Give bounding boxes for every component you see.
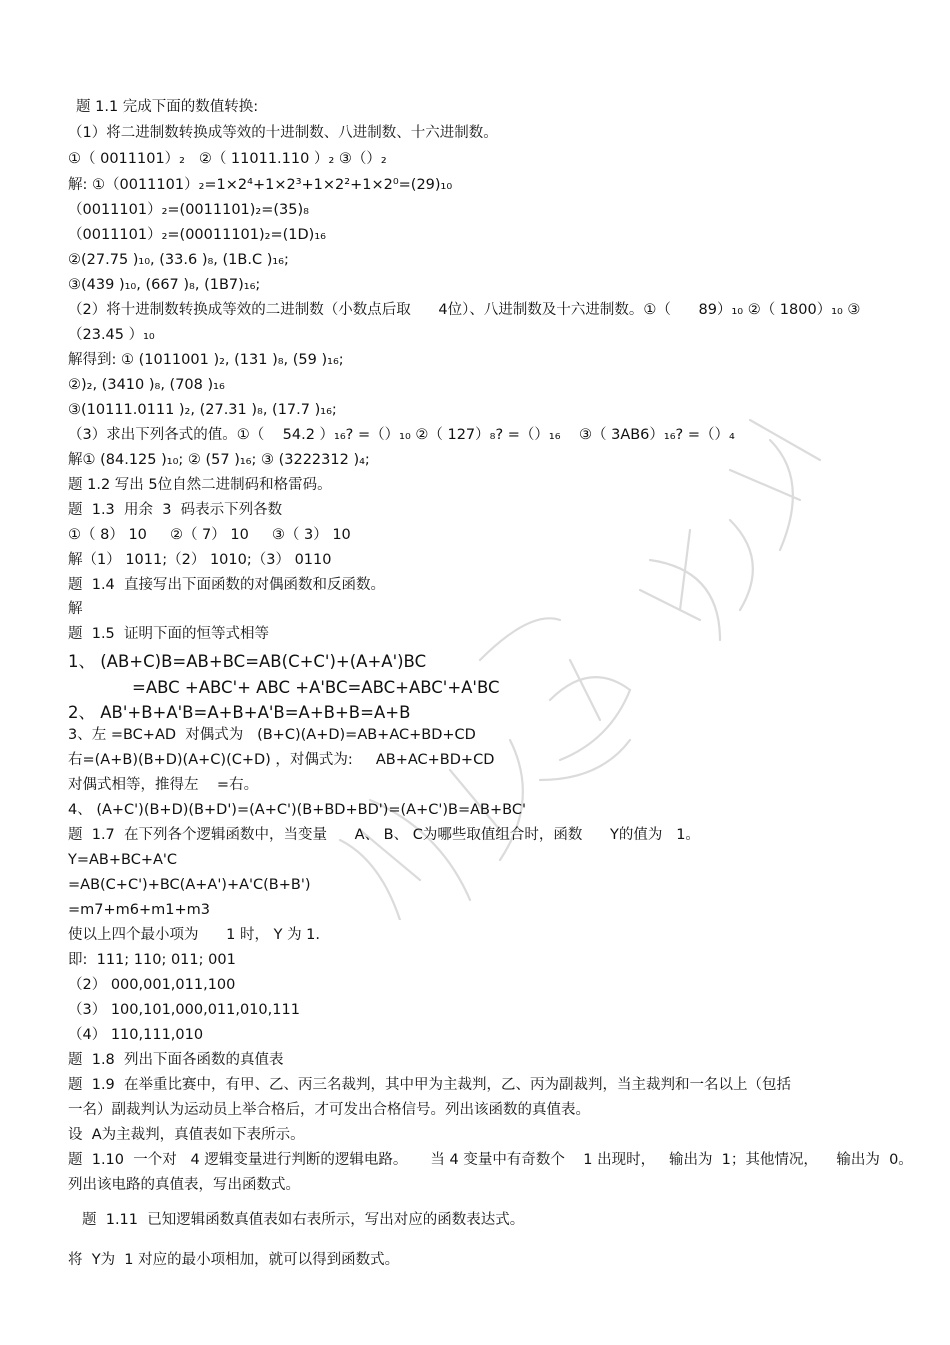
- text-line-35: 即: 111; 110; 011; 001: [68, 952, 236, 968]
- text-line-40: 题 1.9 在举重比赛中，有甲、乙、丙三名裁判，其中甲为主裁判，乙、丙为副裁判，当主裁判和一名以上（包括: [68, 1077, 791, 1093]
- text-line-23: 1、 (AB+C)B=AB+BC=AB(C+C')+(A+A')BC: [68, 652, 427, 671]
- text-line-18: ①（ 8） 10 ②（ 7） 10 ③（ 3） 10: [68, 527, 351, 543]
- text-line-12: ②)₂, (3410 )₈, (708 )₁₆: [68, 377, 225, 393]
- text-line-41: 一名）副裁判认为运动员上举合格后，才可发出合格信号。列出该函数的真值表。: [68, 1102, 590, 1118]
- text-line-29: 4、 (A+C')(B+D)(B+D')=(A+C')(B+BD+BD')=(A+C')B=AB+BC': [68, 802, 526, 818]
- text-line-9: （2）将十进制数转换成等效的二进制数（小数点后取 4位）、八进制数及十六进制数。①（ 89）₁₀ ②（ 1800）₁₀ ③: [68, 302, 861, 318]
- text-line-20: 题 1.4 直接写出下面函数的对偶函数和反函数。: [68, 577, 385, 593]
- text-line-19: 解（1） 1011;（2） 1010;（3） 0110: [68, 552, 332, 568]
- text-line-6: （0011101）₂=(00011101)₂=(1D)₁₆: [68, 227, 326, 243]
- text-line-34: 使以上四个最小项为 1 时， Y 为 1.: [68, 927, 321, 943]
- text-line-37: （3） 100,101,000,011,010,111: [68, 1002, 300, 1018]
- text-line-42: 设 A为主裁判，真值表如下表所示。: [68, 1127, 305, 1143]
- text-line-1: 题 1.1 完成下面的数值转换:: [76, 99, 259, 115]
- text-line-3: ①（ 0011101）₂ ②（ 11011.110 ）₂ ③（）₂: [68, 151, 387, 167]
- text-line-39: 题 1.8 列出下面各函数的真值表: [68, 1052, 284, 1068]
- text-line-15: 解① (84.125 )₁₀; ② (57 )₁₆; ③ (3222312 )₄;: [68, 452, 370, 468]
- text-line-32: =AB(C+C')+BC(A+A')+A'C(B+B'): [68, 877, 311, 893]
- text-line-13: ③(10111.0111 )₂, (27.31 )₈, (17.7 )₁₆;: [68, 402, 337, 418]
- text-line-4: 解: ①（0011101）₂=1×2⁴+1×2³+1×2²+1×2⁰=(29)₁₀: [68, 177, 453, 193]
- text-line-45: 题 1.11 已知逻辑函数真值表如右表所示，写出对应的函数表达式。: [82, 1212, 525, 1228]
- text-line-16: 题 1.2 写出 5位自然二进制码和格雷码。: [68, 477, 332, 493]
- text-line-25: 2、 AB'+B+A'B=A+B+A'B=A+B+B=A+B: [68, 703, 411, 722]
- text-line-14: （3）求出下列各式的值。①（ 54.2 ）₁₆? =（）₁₀ ②（ 127）₈? =（）₁₆ ③（ 3AB6）₁₆? =（）₄: [68, 427, 735, 443]
- text-line-28: 对偶式相等，推得左 =右。: [68, 777, 259, 793]
- text-line-10: （23.45 ）₁₀: [68, 327, 155, 343]
- text-line-21: 解: [68, 601, 83, 617]
- text-line-27: 右=(A+B)(B+D)(A+C)(C+D) ，对偶式为: AB+AC+BD+CD: [68, 752, 495, 768]
- text-line-33: =m7+m6+m1+m3: [68, 902, 210, 918]
- text-line-17: 题 1.3 用余 3 码表示下列各数: [68, 502, 283, 518]
- text-line-46: 将 Y为 1 对应的最小项相加，就可以得到函数式。: [68, 1252, 400, 1268]
- text-line-7: ②(27.75 )₁₀, (33.6 )₈, (1B.C )₁₆;: [68, 252, 289, 268]
- text-line-2: （1）将二进制数转换成等效的十进制数、八进制数、十六进制数。: [68, 125, 498, 141]
- text-line-8: ③(439 )₁₀, (667 )₈, (1B7)₁₆;: [68, 277, 261, 293]
- text-line-30: 题 1.7 在下列各个逻辑函数中，当变量 A、 B、 C为哪些取值组合时，函数 Y的值为 1。: [68, 827, 700, 843]
- text-line-43: 题 1.10 一个对 4 逻辑变量进行判断的逻辑电路。 当 4 变量中有奇数个 1 出现时， 输出为 1；其他情况， 输出为 0。: [68, 1152, 913, 1168]
- text-line-11: 解得到: ① (1011001 )₂, (131 )₈, (59 )₁₆;: [68, 352, 344, 368]
- text-line-36: （2） 000,001,011,100: [68, 977, 236, 993]
- text-line-38: （4） 110,111,010: [68, 1027, 204, 1043]
- text-line-31: Y=AB+BC+A'C: [68, 852, 178, 868]
- text-line-5: （0011101）₂=(0011101)₂=(35)₈: [68, 202, 309, 218]
- text-line-22: 题 1.5 证明下面的恒等式相等: [68, 626, 269, 642]
- text-line-26: 3、左 =BC+AD 对偶式为 (B+C)(A+D)=AB+AC+BD+CD: [68, 727, 476, 743]
- text-line-44: 列出该电路的真值表，写出函数式。: [68, 1177, 300, 1193]
- text-line-24: =ABC +ABC'+ ABC +A'BC=ABC+ABC'+A'BC: [132, 678, 500, 697]
